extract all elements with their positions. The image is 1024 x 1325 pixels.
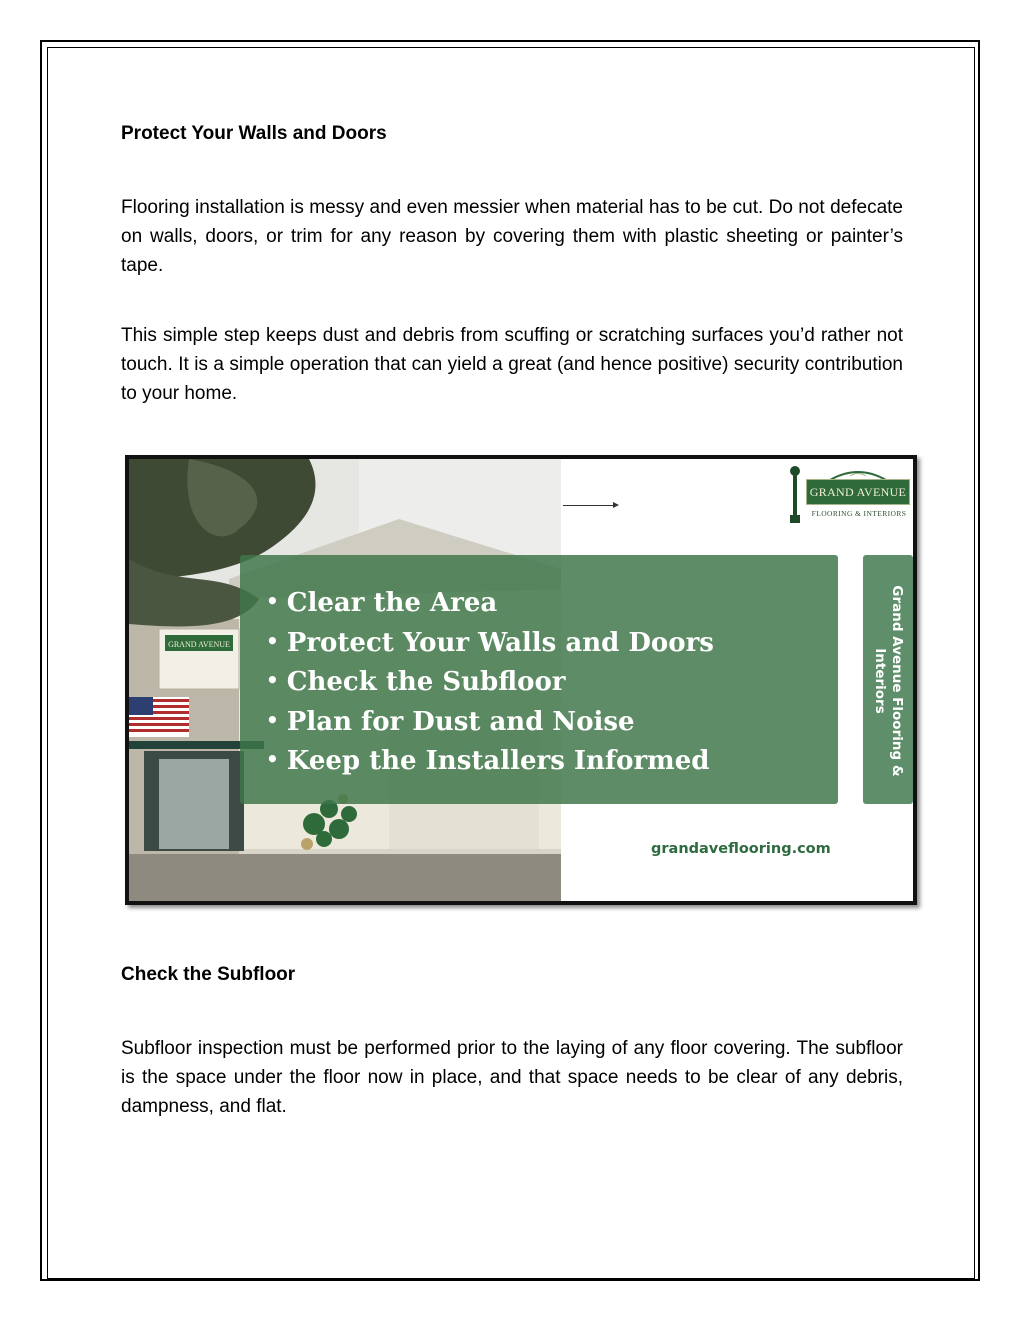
decorative-arrow	[563, 505, 617, 506]
checklist	[266, 583, 714, 781]
brand-sidebar-text: Grand Avenue Flooring & Interiors	[872, 585, 905, 777]
brand-sidebar	[863, 555, 913, 804]
section-walls-doors-body	[121, 193, 903, 280]
section-walls-doors	[121, 123, 903, 145]
logo-subtitle: FLOORING & INTERIORS	[811, 509, 907, 518]
checklist-item: • Clear the Area	[266, 583, 714, 623]
paragraph: This simple step keeps dust and debris from scuffing or scratching surfaces you’d rather not touch. It is a simple operation that can yield a great (and hence positive) security contribution to your home.	[121, 325, 903, 404]
checklist-item: • Keep the Installers Informed	[266, 741, 714, 781]
checklist-item: • Protect Your Walls and Doors	[266, 623, 714, 663]
section-heading: Check the Subfloor	[121, 964, 296, 985]
section-heading: Protect Your Walls and Doors	[121, 123, 387, 144]
section-subfloor-body	[121, 1034, 903, 1121]
checklist-item: • Check the Subfloor	[266, 662, 714, 702]
section-walls-doors-body-2	[121, 321, 903, 408]
paragraph: Subfloor inspection must be performed prior to the laying of any floor covering. The subfloor is the space under the floor now in place, and that space needs to be clear of any debris, dampness, and flat.	[121, 1038, 903, 1117]
promo-banner-image	[125, 455, 917, 905]
grand-avenue-logo	[784, 463, 914, 527]
logo-name: GRAND AVENUE	[806, 479, 910, 505]
section-subfloor	[121, 964, 903, 986]
storefront-sign-text: GRAND AVENUE	[168, 640, 230, 649]
paragraph: Flooring installation is messy and even messier when material has to be cut. Do not defecate on walls, doors, or trim for any reason by covering them with plastic sheeting or painter’s tape.	[121, 197, 903, 276]
website-url: grandaveflooring.com	[651, 841, 831, 857]
checklist-panel	[240, 555, 838, 804]
lamp-post-icon	[788, 465, 802, 523]
checklist-item: • Plan for Dust and Noise	[266, 702, 714, 742]
